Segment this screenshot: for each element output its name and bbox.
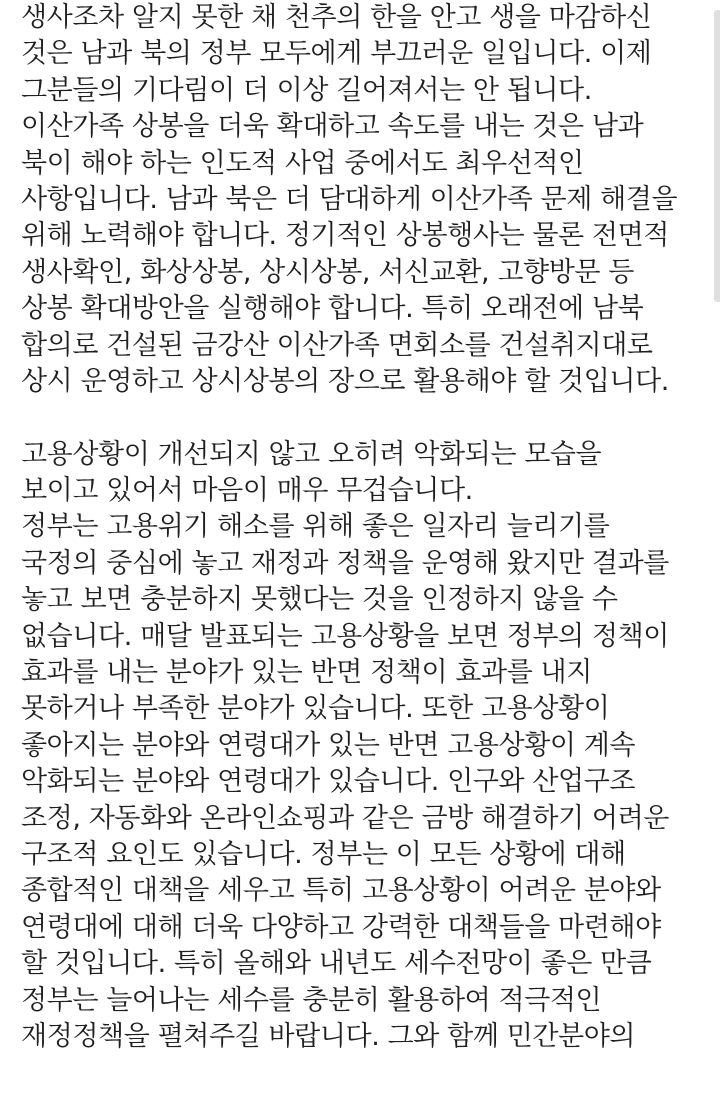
text-line: 생사조차 알지 못한 채 천추의 한을 안고 생을 마감하신	[21, 2, 652, 33]
text-line: 위해 노력해야 합니다. 정기적인 상봉행사는 물론 전면적	[21, 220, 669, 252]
text-line: 없습니다. 매달 발표되는 고용상황을 보면 정부의 정책이	[21, 620, 669, 652]
scrollbar-thumb[interactable]	[714, 10, 720, 302]
post-body	[21, 0, 711, 1055]
text-line: 이산가족 상봉을 더욱 확대하고 속도를 내는 것은 남과	[21, 111, 644, 143]
text-line: 상봉 확대방안을 실행해야 합니다. 특히 오래전에 남북	[21, 293, 644, 325]
text-line: 생사확인, 화상상봉, 상시상봉, 서신교환, 고향방문 등	[21, 256, 634, 288]
text-line: 정부는 늘어나는 세수를 충분히 활용하여 적극적인	[21, 984, 602, 1016]
text-line: 종합적인 대책을 세우고 특히 고용상황이 어려운 분야와	[21, 875, 661, 907]
text-line: 합의로 건설된 금강산 이산가족 면회소를 건설취지대로	[21, 329, 653, 361]
text-line: 악화되는 분야와 연령대가 있습니다. 인구와 산업구조	[21, 766, 636, 798]
text-line: 놓고 보면 충분하지 못했다는 것을 인정하지 않을 수	[21, 584, 618, 616]
text-line: 못하거나 부족한 분야가 있습니다. 또한 고용상황이	[21, 693, 610, 725]
text-line: 효과를 내는 분야가 있는 반면 정책이 효과를 내지	[21, 657, 592, 689]
text-line: 국정의 중심에 놓고 재정과 정책을 운영해 왔지만 결과를	[21, 547, 669, 579]
text-line: 할 것입니다. 특히 올해와 내년도 세수전망이 좋은 만큼	[21, 948, 652, 980]
text-line: 것은 남과 북의 정부 모두에게 부끄러운 일입니다. 이제	[21, 38, 652, 70]
text-line: 조정, 자동화와 온라인쇼핑과 같은 금방 해결하기 어려운	[21, 802, 669, 834]
text-line: 고용상황이 개선되지 않고 오히려 악화되는 모습을	[21, 438, 602, 470]
text-line: 상시 운영하고 상시상봉의 장으로 활용해야 할 것입니다.	[21, 365, 669, 397]
text-line: 사항입니다. 남과 북은 더 담대하게 이산가족 문제 해결을	[21, 183, 678, 215]
text-line: 재정정책을 펼쳐주길 바랍니다. 그와 함께 민간분야의	[21, 1020, 636, 1052]
paragraph-employment	[21, 437, 711, 1056]
text-line: 정부는 고용위기 해소를 위해 좋은 일자리 늘리기를	[21, 511, 610, 543]
text-line: 그분들의 기다림이 더 이상 길어져서는 안 됩니다.	[21, 74, 592, 106]
text-line: 좋아지는 분야와 연령대가 있는 반면 고용상황이 계속	[21, 729, 636, 761]
text-line: 구조적 요인도 있습니다. 정부는 이 모든 상황에 대해	[21, 838, 626, 870]
paragraph-spacer	[21, 400, 711, 436]
text-line: 연령대에 대해 더욱 다양하고 강력한 대책들을 마련해야	[21, 911, 661, 943]
text-line: 보이고 있어서 마음이 매우 무겁습니다.	[21, 475, 473, 507]
paragraph-family-reunion	[21, 0, 711, 400]
text-line: 북이 해야 하는 인도적 사업 중에서도 최우선적인	[21, 147, 584, 179]
